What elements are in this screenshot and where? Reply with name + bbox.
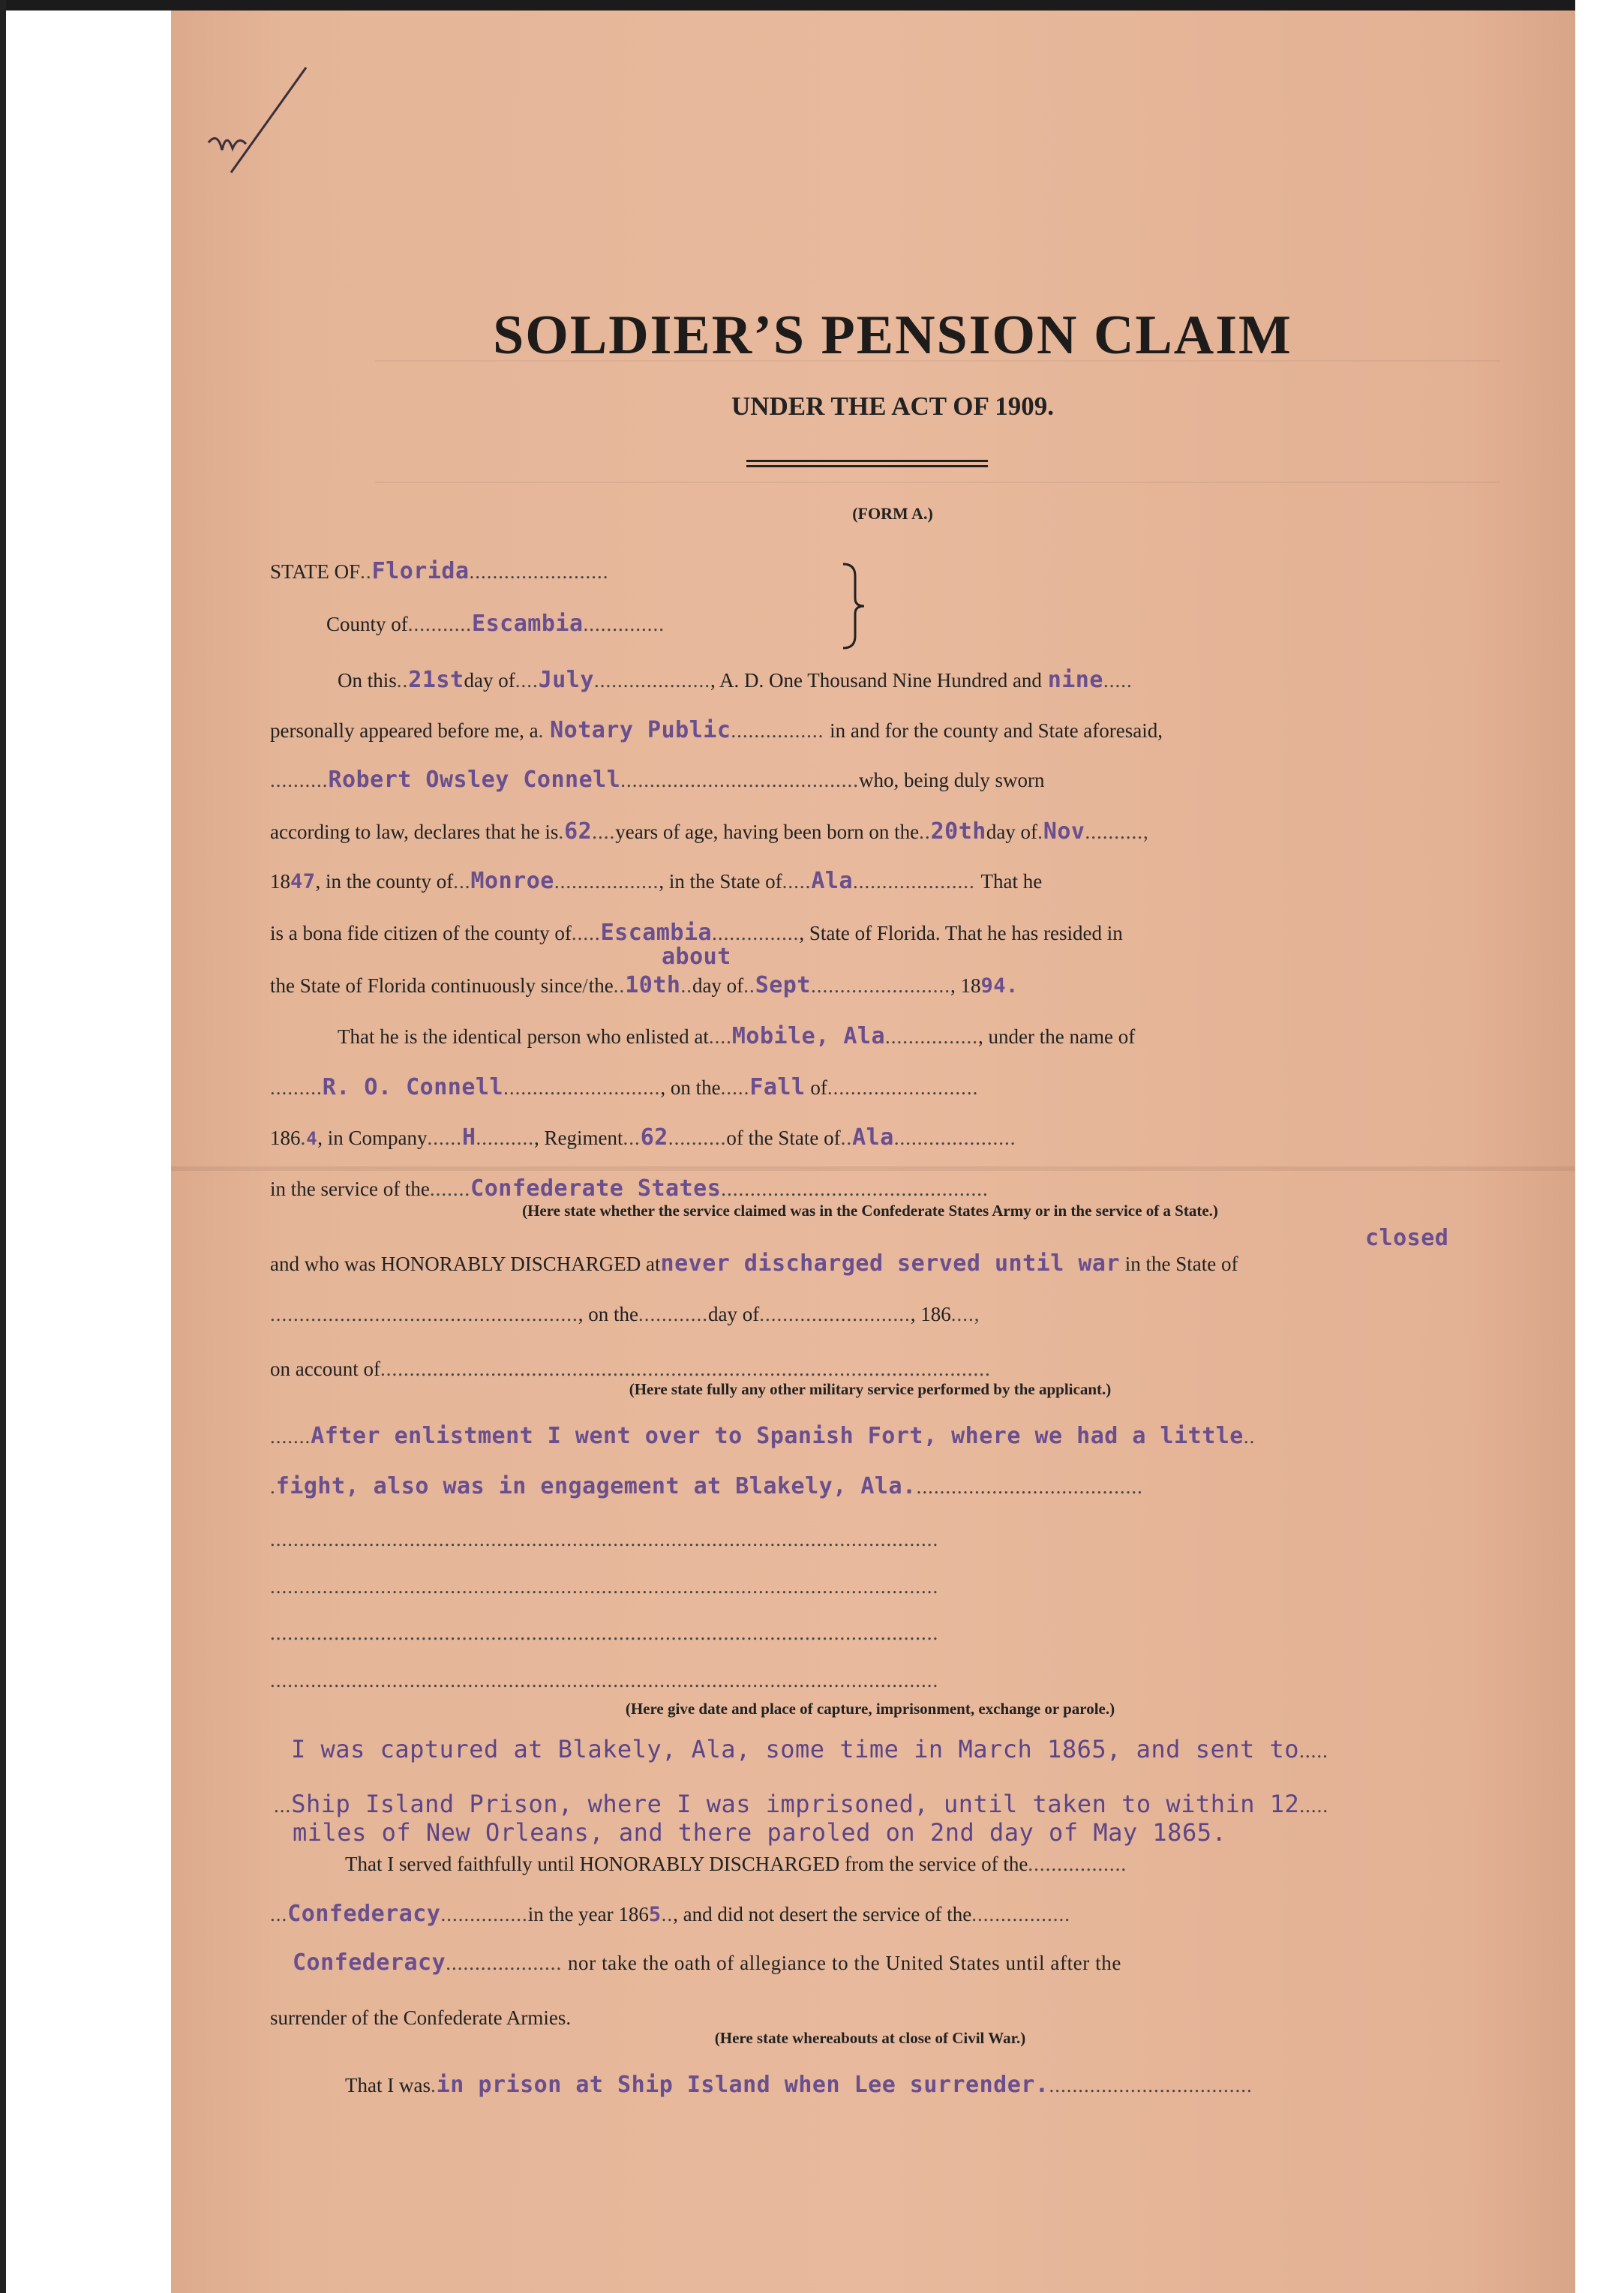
- resided-day-of-text: day of: [692, 974, 744, 997]
- page-subtitle: UNDER THE ACT OF 1909.: [731, 392, 1055, 421]
- scan-left-border: [0, 0, 6, 2293]
- military-line-1: .......After enlistment I went over to Spanish Fort, where we had a little..: [270, 1423, 1256, 1449]
- military-text-1: After enlistment I went over to Spanish Fort, where we had a little: [311, 1423, 1244, 1449]
- enlisted-day: Fall: [749, 1074, 806, 1100]
- scan-right-margin: [1575, 0, 1624, 2293]
- resided-month: Sept: [755, 972, 811, 998]
- company-line: 186.4, in Company......H.........., Regiment...62..........of the State of..Ala.....................: [270, 1124, 1016, 1151]
- day-value: 21st: [408, 667, 464, 693]
- on-account-text: on account of: [270, 1358, 380, 1380]
- discharge-date-line: ....................................................., on the............day of.........................., 186....,: [270, 1303, 980, 1325]
- in-county-text: , in the county of: [315, 870, 454, 893]
- served-line: That I served faithfully until HONORABLY DISCHARGED from the service of the.................: [345, 1853, 1127, 1875]
- resided-about: about: [662, 944, 731, 970]
- officer-value: Notary Public: [550, 717, 731, 743]
- regiment-value: 62: [640, 1124, 668, 1151]
- who-sworn-text: who, being duly sworn: [859, 769, 1045, 791]
- in-state-text: , in the State of: [659, 870, 782, 893]
- enlisted-place: Mobile, Ala: [731, 1023, 886, 1049]
- enlisted-line: That he is the identical person who enlisted at....Mobile, Ala................, under the name of: [338, 1023, 1136, 1049]
- blank-line-2: ...................................................................................................................: [270, 1575, 939, 1598]
- state-label: STATE OF: [270, 560, 361, 583]
- service-line: in the service of the.......Confederate States..............................................: [270, 1175, 989, 1202]
- that-i-was-text: That I was: [345, 2074, 431, 2096]
- that-he-text: That he: [980, 870, 1043, 893]
- bona-fide-text: is a bona fide citizen of the county of: [270, 922, 572, 944]
- capture-line-3: [293, 1820, 1493, 1847]
- resided-day: 10th: [625, 972, 681, 998]
- surrender-line: [270, 2005, 1470, 2030]
- ad-text: , A. D. One Thousand Nine Hundred and: [710, 669, 1042, 692]
- declares-age-text: according to law, declares that he is: [270, 821, 559, 843]
- citizen-county: Escambia: [600, 920, 713, 946]
- capture-line-2: ...Ship Island Prison, where I was imprisoned, until taken to within 12.....: [274, 1790, 1329, 1818]
- enlisted-text: That he is the identical person who enlisted at: [338, 1025, 709, 1048]
- title-rule: [746, 460, 988, 467]
- resided-prefix-text: the State of Florida continuously since: [270, 974, 583, 997]
- appeared-text: personally appeared before me, a: [270, 719, 539, 742]
- resided-year-digits: 94.: [980, 974, 1019, 998]
- years-of-age-text: years of age, having been born on the: [615, 821, 920, 843]
- under-name-text: , under the name of: [978, 1025, 1136, 1048]
- claimant-line: ..........Robert Owsley Connell.........................................who, being duly sworn: [270, 767, 1045, 793]
- discharged-value: never discharged served until war: [660, 1250, 1121, 1277]
- in-state-of-2-text: in the State of: [1124, 1253, 1238, 1275]
- enlist-year-digit: 4: [306, 1128, 318, 1149]
- page-title: SOLDIER’S PENSION CLAIM: [493, 305, 1292, 366]
- served-year-line: ...Confederacy...............in the year 1865.., and did not desert the service of the.................: [270, 1901, 1071, 1927]
- birthplace-line: 1847, in the county of...Monroe.................., in the State of.....Ala..................... That he: [270, 868, 1043, 894]
- paper-fold-crease: [171, 1166, 1575, 1171]
- company-value: H: [461, 1124, 476, 1151]
- desert-value: Confederacy: [293, 1949, 446, 1976]
- claimant-name: Robert Owsley Connell: [328, 767, 621, 793]
- enlist-century-text: 186: [270, 1127, 301, 1149]
- enlisted-name: R. O. Connell: [322, 1074, 504, 1100]
- enlisted-name-line: .........R. O. Connell..........................., on the.....Fall of..........................: [270, 1074, 979, 1100]
- served-value: Confederacy: [287, 1901, 441, 1927]
- birth-county: Monroe: [470, 868, 554, 894]
- regiment-label: , Regiment: [534, 1127, 623, 1149]
- birth-day-of-text: day of: [986, 821, 1038, 843]
- military-line-2: .fight, also was in engagement at Blakely, Ala........................................: [270, 1473, 1143, 1499]
- in-service-text: in the service of the: [270, 1178, 430, 1200]
- on-this-text: On this: [338, 669, 397, 692]
- county-line: County of...........Escambia..............: [326, 611, 665, 637]
- discharged-text: and who was HONORABLY DISCHARGED at: [270, 1253, 661, 1275]
- birth-day: 20th: [930, 818, 986, 845]
- whereabouts-value: in prison at Ship Island when Lee surrender.: [436, 2072, 1049, 2098]
- county-value: Escambia: [472, 611, 584, 637]
- capture-note: (Here give date and place of capture, imprisonment, exchange or parole.): [625, 1700, 1115, 1718]
- state-line: STATE OF..Florida........................: [270, 558, 609, 584]
- birth-century-text: 18: [270, 870, 290, 893]
- resided-in-text: , State of Florida. That he has resided in: [799, 922, 1123, 944]
- military-text-2: fight, also was in engagement at Blakely, Ala.: [275, 1473, 917, 1499]
- service-note: (Here state whether the service claimed was in the Confederate States Army or in the service of a State.): [522, 1202, 1218, 1220]
- whereabouts-line: That I was.in prison at Ship Island when Lee surrender....................................: [345, 2072, 1253, 2098]
- blank-line-3: ...................................................................................................................: [270, 1622, 939, 1644]
- age-line: according to law, declares that he is.62....years of age, having been born on the..20thday of.Nov..........,: [270, 818, 1149, 845]
- oath-text: nor take the oath of allegiance to the United States until after the: [567, 1952, 1121, 1974]
- capture-text-1: I was captured at Blakely, Ala, some time in March 1865, and sent to: [291, 1735, 1300, 1763]
- year-word: nine: [1047, 667, 1103, 693]
- year-186-text: , 186: [910, 1303, 951, 1325]
- form-label: (FORM A.): [852, 504, 933, 523]
- month-value: July: [538, 667, 594, 693]
- served-year-digit: 5: [648, 1903, 662, 1926]
- regiment-state: Ala: [852, 1124, 894, 1151]
- not-desert-text: , and did not desert the service of the: [673, 1903, 972, 1925]
- oath-line: Confederacy.................... nor take the oath of allegiance to the United States until after the: [293, 1949, 1121, 1976]
- discharged-above: closed: [1365, 1225, 1449, 1251]
- birth-year-digits: 47: [290, 870, 316, 893]
- date-line: On this..21stday of....July...................., A. D. One Thousand Nine Hundred and nine.....: [338, 667, 1133, 693]
- county-label: County of: [326, 613, 408, 635]
- state-value: Florida: [371, 558, 470, 584]
- on-the-2-text: , on the: [578, 1303, 638, 1325]
- discharged-line: [270, 1251, 1470, 1277]
- birth-state: Ala: [811, 868, 854, 894]
- service-value: Confederate States: [470, 1175, 722, 1202]
- age-value: 62: [564, 818, 593, 845]
- in-company-text: , in Company: [317, 1127, 428, 1149]
- resided-century-text: , 18: [950, 974, 981, 997]
- capture-line-1: I was captured at Blakely, Ala, some time in March 1865, and sent to.....: [291, 1735, 1328, 1763]
- surrender-text: surrender of the Confederate Armies.: [270, 2006, 572, 2029]
- capture-text-2: Ship Island Prison, where I was imprisoned, until taken to within 12: [291, 1790, 1300, 1818]
- capture-text-3: miles of New Orleans, and there paroled on 2nd day of May 1865.: [293, 1818, 1227, 1847]
- handwritten-check-mark: [201, 60, 321, 195]
- in-the-year-text: in the year 186: [527, 1903, 649, 1925]
- blank-line-4: ...................................................................................................................: [270, 1669, 939, 1691]
- appeared-line: personally appeared before me, a. Notary Public................ in and for the county and State aforesaid,: [270, 717, 1163, 743]
- scan-top-border: [0, 0, 1624, 11]
- whereabouts-note: (Here state whereabouts at close of Civil War.): [714, 2029, 1026, 2047]
- citizen-line: is a bona fide citizen of the county of.....Escambia..............., State of Florida. That he has resided in: [270, 920, 1123, 946]
- day-of-2-text: day of: [708, 1303, 760, 1325]
- served-text: That I served faithfully until HONORABLY DISCHARGED from the service of the: [345, 1853, 1028, 1875]
- of-state-of-text: of the State of: [726, 1127, 841, 1149]
- state-county-brace: [840, 561, 870, 651]
- military-note: (Here state fully any other military service performed by the applicant.): [629, 1380, 1112, 1398]
- birth-month: Nov: [1043, 818, 1085, 845]
- blank-line-1: ...................................................................................................................: [270, 1528, 939, 1550]
- aforesaid-text: in and for the county and State aforesaid,: [830, 719, 1163, 742]
- resided-line: the State of Florida continuously since/the..10th..day of..Sept........................, 1894.: [270, 972, 1019, 998]
- on-the-text: , on the: [660, 1076, 721, 1099]
- account-line: on account of.........................................................................................................: [270, 1358, 991, 1380]
- of-word-text: of: [810, 1076, 827, 1099]
- day-of-text: day of: [464, 669, 515, 692]
- resided-the-text: the: [588, 974, 614, 997]
